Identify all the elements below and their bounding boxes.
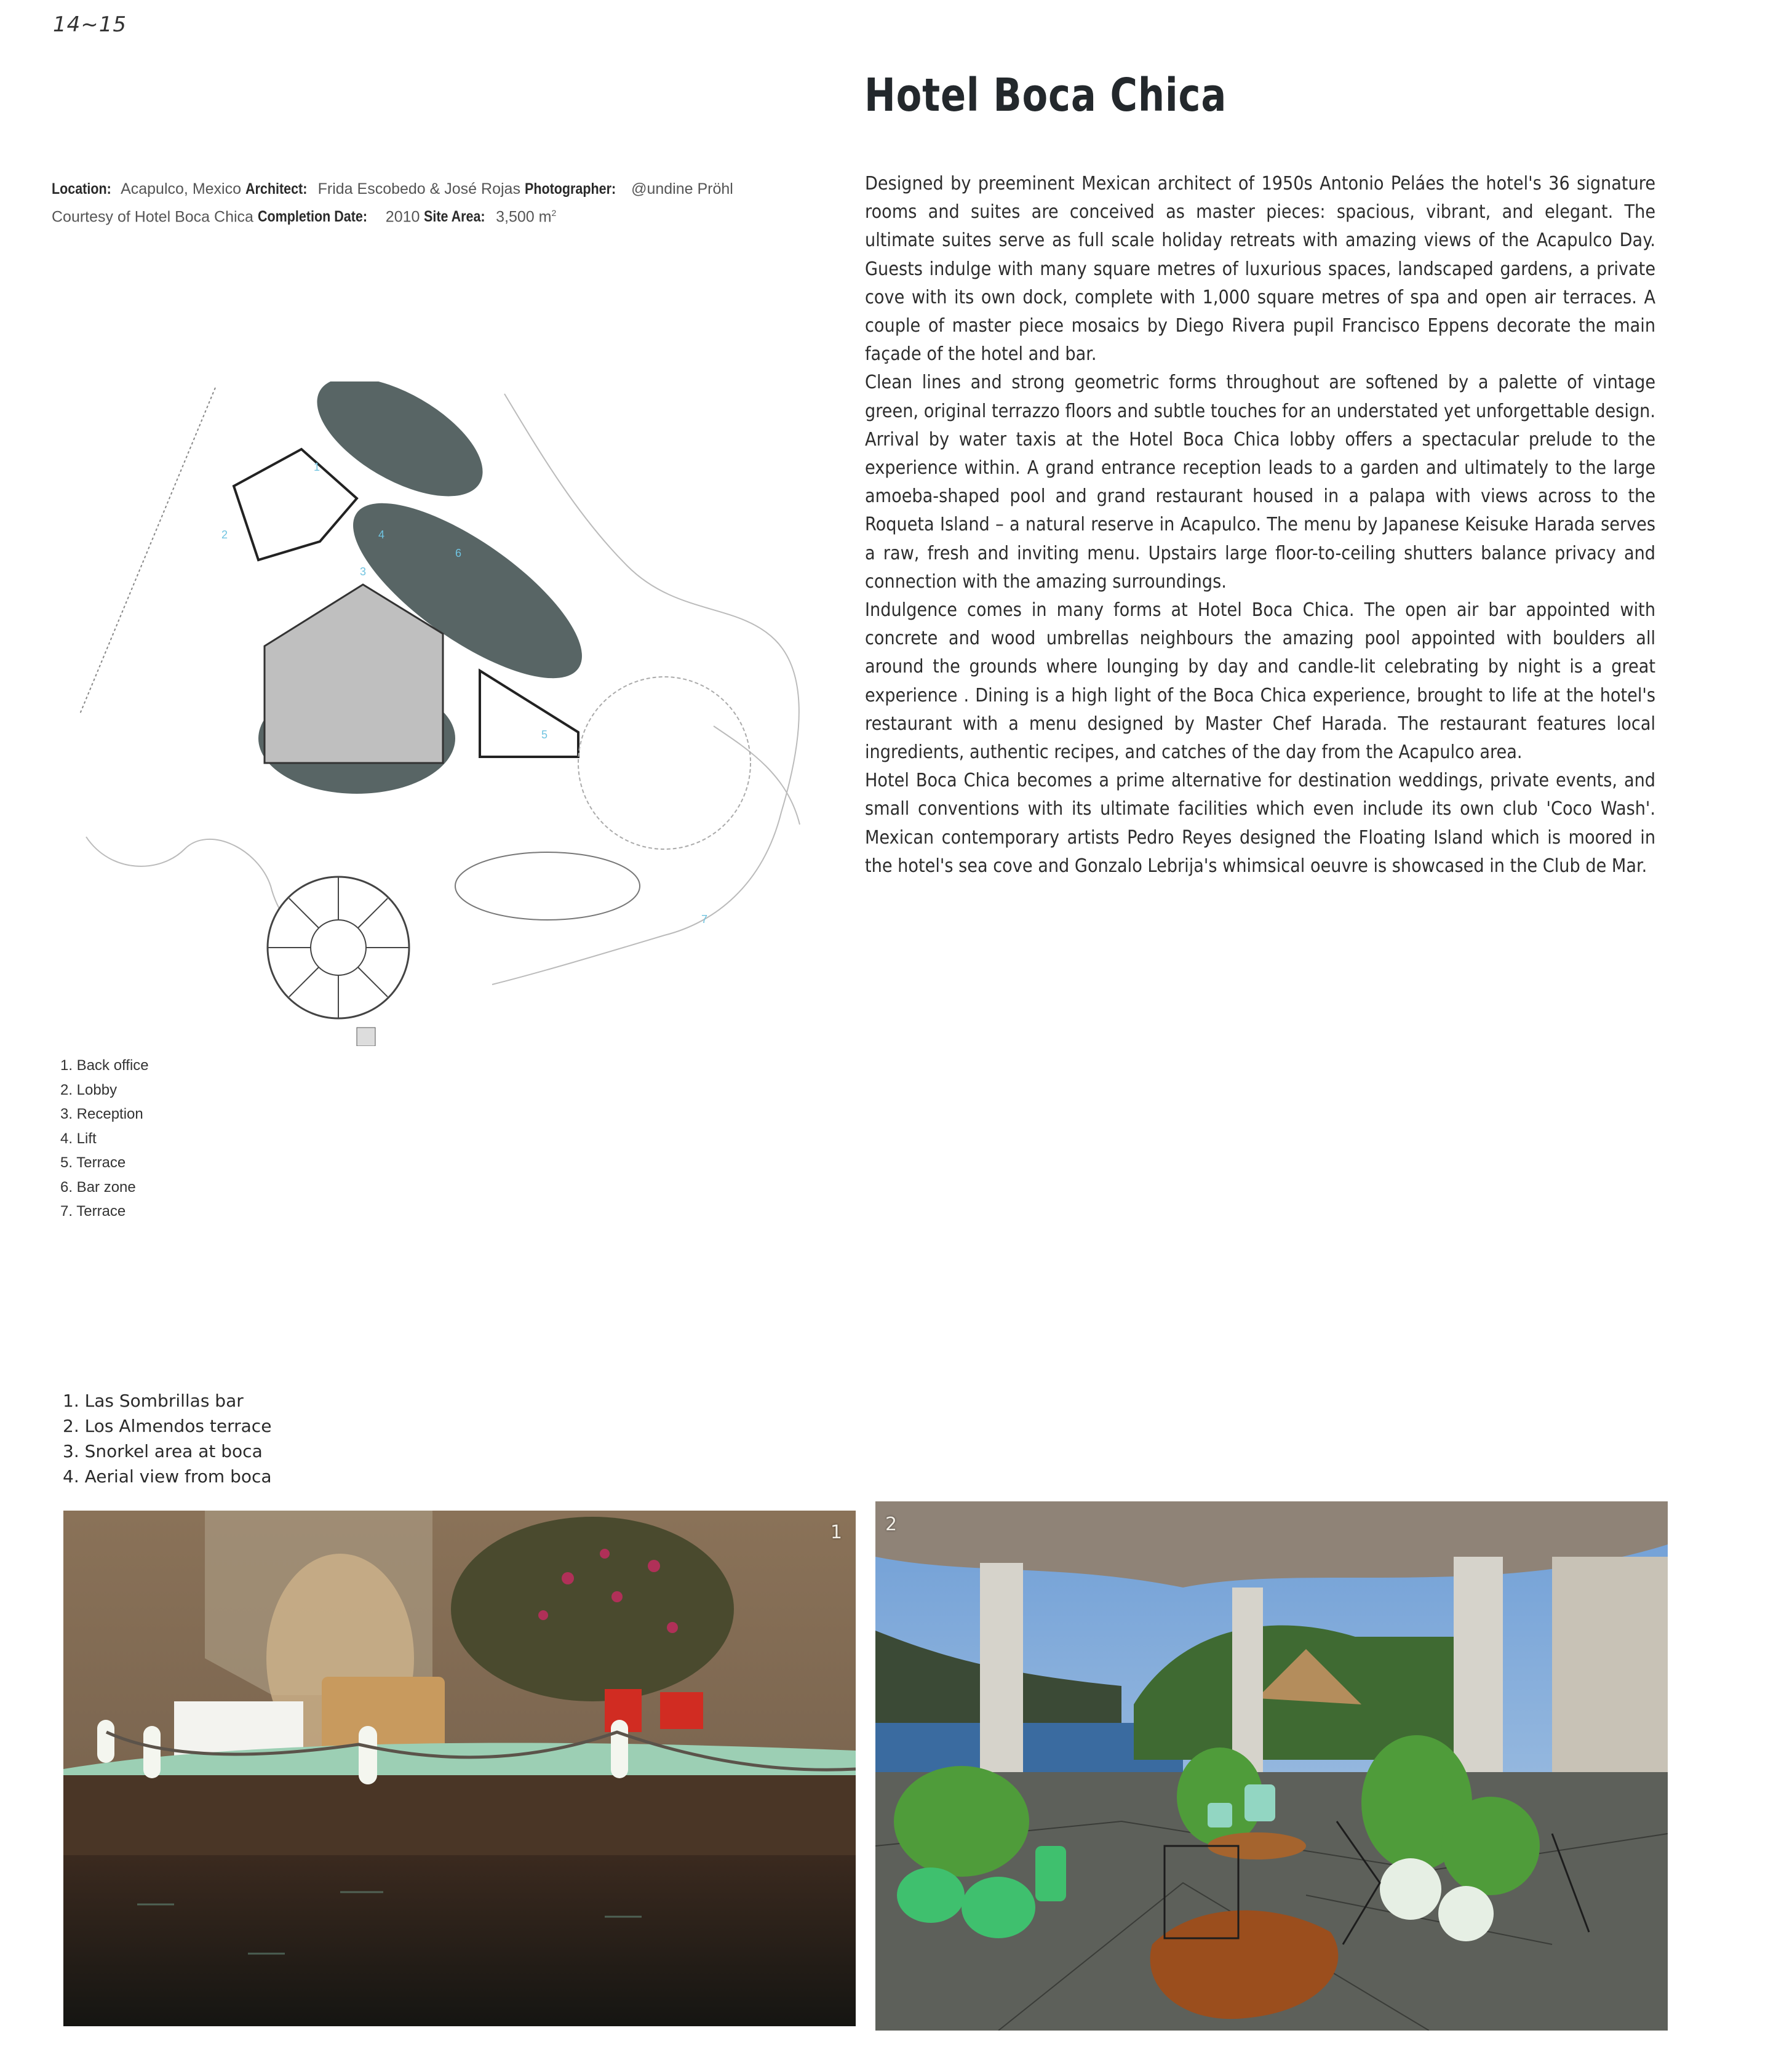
photo-las-sombrillas-bar [63, 1511, 856, 2026]
location-value: Acapulco, Mexico [121, 180, 242, 198]
svg-text:6: 6 [455, 547, 462, 559]
photo-number-badge: 2 [885, 1514, 898, 1535]
site-plan [74, 381, 849, 1046]
photographer-credit: Courtesy of Hotel Boca Chica [52, 208, 253, 226]
legend-item: 7. Terrace [60, 1203, 126, 1220]
svg-text:2: 2 [221, 529, 228, 541]
architect-value: Frida Escobedo & José Rojas [317, 180, 520, 198]
paragraph: Designed by preeminent Mexican architect of 1950s Antonio Peláes the hotel's 36 signature rooms and suites are conceived as master pieces: spacious, vibrant, and elegant. The ultimate suites serve as full scale holiday retreats with amazing views of the Acapulco Day. Guests indulge with many square metres of luxurious spaces, landscaped gardens, a private cove with its own dock, complete with 1,000 square metres of spa and open air terraces. A couple of master piece mosaics by Diego Rivera pupil Francisco Eppens decorate the main façade of the hotel and bar. [865, 173, 1656, 365]
completion-label: Completion Date: [257, 208, 367, 226]
site-area-label: Site Area: [424, 208, 485, 226]
legend-item: 3. Reception [60, 1106, 143, 1122]
project-metadata [52, 177, 851, 229]
photographer-label: Photographer: [524, 180, 616, 198]
svg-text:7: 7 [701, 913, 708, 925]
legend-item: 4. Lift [60, 1130, 97, 1147]
legend-item: 2. Lobby [60, 1081, 117, 1098]
paragraph: Indulgence comes in many forms at Hotel Boca Chica. The open air bar appointed with concrete and wood umbrellas neighbours the amazing pool appointed with boulders all around the grounds where lounging by day and candle-lit celebrating by night is a great experience . Dining is a high light of the Boca Chica experience, brought to life at the hotel's restaurant with a menu designed by Master Chef Harada. The restaurant features local ingredients, authentic recipes, and catches of the day from the Acapulco area. [865, 599, 1656, 764]
photographer-value: @undine Pröhl [631, 180, 733, 198]
svg-text:3: 3 [360, 565, 367, 578]
completion-value: 2010 [385, 208, 420, 226]
svg-text:5: 5 [541, 729, 548, 741]
body-text [865, 170, 1655, 881]
page-number: 14~15 [53, 12, 127, 37]
paragraph: Hotel Boca Chica becomes a prime alternative for destination weddings, private events, and small conventions with its ultimate facilities which even include its own club 'Coco Wash'. Mexican contemporary artists Pedro Reyes designed the Floating Island which is moored in the hotel's sea cove and Gonzalo Lebrija's whimsical oeuvre is showcased in the Club de Mar. [865, 770, 1656, 877]
caption-item: 2. Los Almendos terrace [63, 1416, 272, 1436]
photo-los-almendos-terrace [875, 1501, 1668, 2031]
caption-item: 4. Aerial view from boca [63, 1466, 272, 1487]
page-title: Hotel Boca Chica [864, 69, 1227, 122]
location-label: Location: [52, 180, 111, 198]
caption-item: 1. Las Sombrillas bar [63, 1391, 244, 1411]
legend-item: 5. Terrace [60, 1154, 126, 1171]
plan-legend [60, 1053, 149, 1224]
site-area-unit: 2 [551, 208, 557, 218]
architect-label: Architect: [245, 180, 308, 198]
photo-number-badge: 1 [830, 1522, 842, 1543]
legend-item: 1. Back office [60, 1057, 149, 1074]
legend-item: 6. Bar zone [60, 1178, 136, 1196]
svg-text:1: 1 [314, 461, 321, 473]
paragraph: Clean lines and strong geometric forms throughout are softened by a palette of vintage green, original terrazzo floors and subtle touches for an understated yet unforgettable design. Arrival by water taxis at the Hotel Boca Chica lobby offers a spectacular prelude to the experience within. A grand entrance reception leads to a garden and ultimately to the large amoeba-shaped pool and grand restaurant housed in a palapa with views across to the Roqueta Island – a natural reserve in Acapulco. The menu by Japanese Keisuke Harada serves a raw, fresh and inviting menu. Upstairs large floor-to-ceiling shutters balance privacy and connection with the amazing surroundings. [865, 372, 1656, 593]
caption-item: 3. Snorkel area at boca [63, 1441, 263, 1461]
svg-text:4: 4 [378, 529, 385, 541]
photo-captions [63, 1388, 272, 1489]
site-area-value: 3,500 m [496, 208, 552, 226]
